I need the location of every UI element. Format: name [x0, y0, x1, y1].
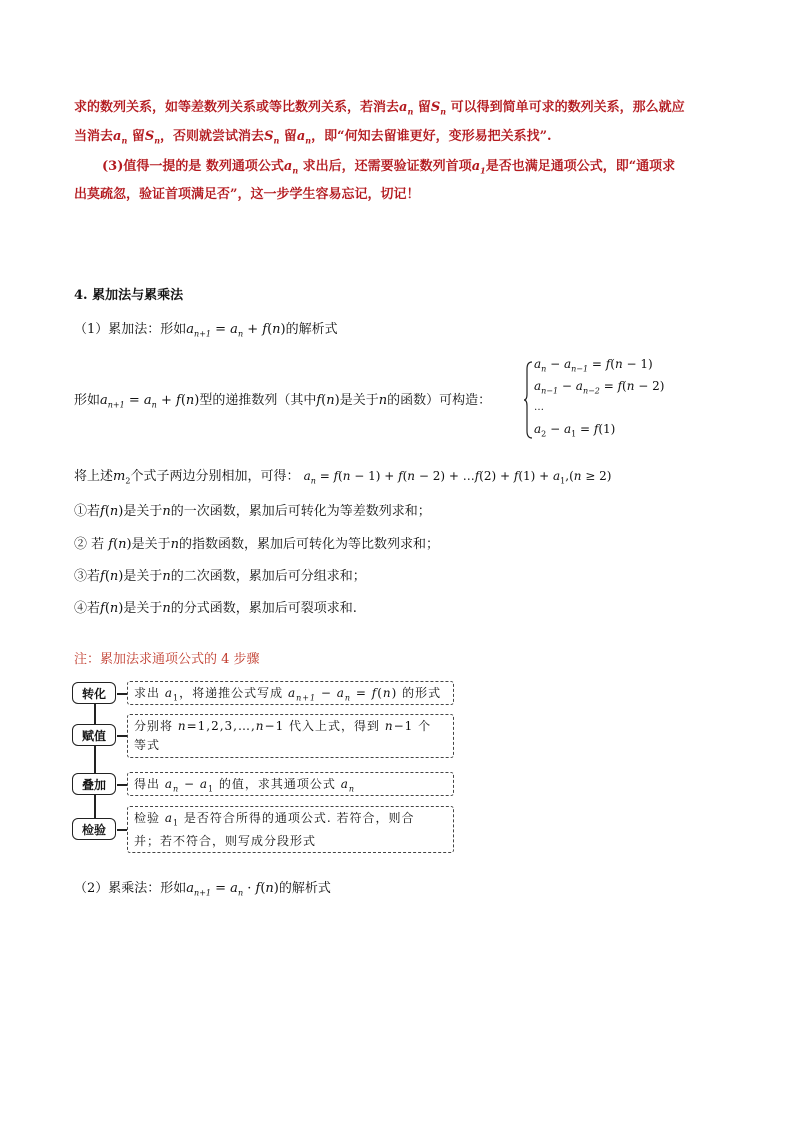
- step-label-sum: 叠加: [72, 773, 116, 795]
- intro-text: 求的数列关系，如等差数列关系或等比数列关系，若消去: [74, 100, 400, 115]
- flow-connector-vertical: [94, 704, 96, 824]
- step-box-verify: [127, 806, 454, 853]
- intro-text: 留: [283, 129, 297, 144]
- section-title: 4. 累加法与累乘法: [74, 288, 184, 303]
- step-text: 代入上式，得到: [289, 719, 381, 733]
- step-text: 的值，求其通项公式: [218, 777, 336, 791]
- case-text: ①若: [74, 504, 101, 519]
- step-text: 得出: [134, 777, 161, 791]
- step-box-sum: 得出 $a_n - a_1$ 的值，求其通项公式 $a_n$: [127, 772, 454, 796]
- system-eq-3: $a_2 - a_1 = f(1)$: [534, 422, 616, 439]
- recur-prefix: 形如: [74, 393, 101, 408]
- step-text: 求出: [134, 686, 161, 700]
- step-box-verify-line-1: 检验 $a_1$ 是否符合所得的通项公式. 若符合，则合: [134, 811, 415, 828]
- sum-prefix: 将上述: [74, 469, 114, 484]
- sub1-line: （1）累加法：形如$a_{n+1} = a_n + f(n)$的解析式: [74, 322, 338, 339]
- case-text: ④若: [74, 601, 101, 616]
- case-4: ④若f(n)是关于n的分式函数，累加后可裂项求和.: [74, 601, 357, 616]
- step-label-assign: 赋值: [72, 724, 116, 746]
- intro-text: ，即“何知去留谁更好，变形易把关系找”.: [311, 129, 552, 144]
- step-box-assign: [127, 714, 454, 758]
- step-connector: [117, 693, 127, 695]
- intro-text: 出莫疏忽，验证首项满足否”，这一步学生容易忘记，切记！: [74, 187, 420, 202]
- step-text: 是否符合所得的通项公式. 若符合，则合: [183, 811, 415, 825]
- sub2-suffix: 的解析式: [278, 881, 331, 896]
- recur-mid: 型的递推数列（其中: [199, 393, 317, 408]
- intro-text: (3)值得一提的是 数列通项公式: [102, 159, 284, 174]
- case-text: 的二次函数，累加后可分组求和；: [170, 569, 366, 584]
- intro-text: ，否则就尝试消去: [160, 129, 265, 144]
- step-text: 分别将: [134, 719, 174, 733]
- step-connector: [117, 735, 127, 737]
- recur-mid2: 是关于: [339, 393, 379, 408]
- case-text: ③若: [74, 569, 101, 584]
- sub2-prefix: （2）累乘法：形如: [74, 881, 187, 896]
- case-3: ③若f(n)是关于n的二次函数，累加后可分组求和；: [74, 569, 366, 584]
- sum-mid: 个式子两边分别相加，可得：: [130, 469, 300, 484]
- intro-text: 可以得到简单可求的数列关系，那么就应: [450, 100, 685, 115]
- step-text: 检验: [134, 811, 161, 825]
- sub1-prefix: （1）累加法：形如: [74, 322, 187, 337]
- sub1-suffix: 的解析式: [285, 322, 338, 337]
- intro-line-2: 当消去$a_n$ 留$S_n$，否则就尝试消去$S_n$ 留$a_n$，即“何知去留谁更好，变形易把关系找”.: [74, 129, 552, 146]
- case-text: 的分式函数，累加后可裂项求和.: [170, 601, 357, 616]
- intro-line-1: 求的数列关系，如等差数列关系或等比数列关系，若消去$a_n$ 留$S_n$ 可以得到简单可求的数列关系，那么就应: [74, 100, 685, 117]
- case-text: 的一次函数，累加后可转化为等差数列求和；: [170, 504, 431, 519]
- intro-point-3-line-2: [74, 183, 419, 202]
- case-text: ② 若: [74, 537, 105, 552]
- recur-end: 的函数）可构造：: [387, 393, 492, 408]
- case-text: 是关于: [123, 504, 163, 519]
- intro-point-3: (3)值得一提的是 数列通项公式$a_n$ 求出后，还需要验证数列首项$a_1$是否也满足通项公式，即“通项求: [102, 159, 676, 176]
- step-text: 的形式: [402, 686, 442, 700]
- note-title: 注：累加法求通项公式的 4 步骤: [74, 652, 260, 667]
- step-text: ，将递推公式写成: [179, 686, 284, 700]
- case-text: 是关于: [123, 569, 163, 584]
- sub2-line: （2）累乘法：形如$a_{n+1} = a_n \cdot f(n)$的解析式: [74, 881, 331, 898]
- intro-text: 当消去: [74, 129, 114, 144]
- step-label-transform: 转化: [72, 682, 116, 704]
- step-box-verify-line-2: 并；若不符合，则写成分段形式: [134, 834, 317, 849]
- step-connector: [117, 829, 127, 831]
- case-text: 的指数函数，累加后可转化为等比数列求和；: [179, 537, 440, 552]
- system-eq-1: $a_n - a_{n-1} = f(n - 1)$: [534, 357, 653, 374]
- step-connector: [117, 784, 127, 786]
- step-label-verify: 检验: [72, 818, 116, 840]
- left-brace-icon: [523, 361, 533, 439]
- step-box-assign-line-2: 等式: [134, 738, 161, 752]
- sum-line: 将上述$m_2$个式子两边分别相加，可得： $a_n = f(n - 1) + f(n - 2)$ + …f(2) + $f(1) + a_1,(n \ge 2)$: [74, 469, 612, 486]
- system-eq-2: $a_{n-1} - a_{n-2} = f(n - 2)$: [534, 379, 665, 396]
- intro-text: 是否也满足通项公式，即“通项求: [485, 159, 676, 174]
- step-text: 个: [418, 719, 432, 733]
- intro-text: 求出后，还需要验证数列首项: [302, 159, 472, 174]
- step-box-transform: 求出 $a_1$，将递推公式写成 $a_{n+1} - a_n = f(n)$ 的形式: [127, 681, 454, 705]
- intro-text: 留: [417, 100, 431, 115]
- system-ellipsis: …: [534, 402, 544, 413]
- intro-text: 留: [131, 129, 145, 144]
- case-text: 是关于: [123, 601, 163, 616]
- case-2: ② 若 f(n)是关于n的指数函数，累加后可转化为等比数列求和；: [74, 537, 440, 552]
- recur-line: 形如$a_{n+1} = a_n + f(n)$型的递推数列（其中f(n)是关于n的函数）可构造：: [74, 393, 492, 410]
- step-box-assign-line-1: 分别将 n=1,2,3,…,n−1 代入上式，得到 n−1 个: [134, 719, 432, 733]
- case-text: 是关于: [131, 537, 171, 552]
- case-1: ①若f(n)是关于n的一次函数，累加后可转化为等差数列求和；: [74, 504, 431, 519]
